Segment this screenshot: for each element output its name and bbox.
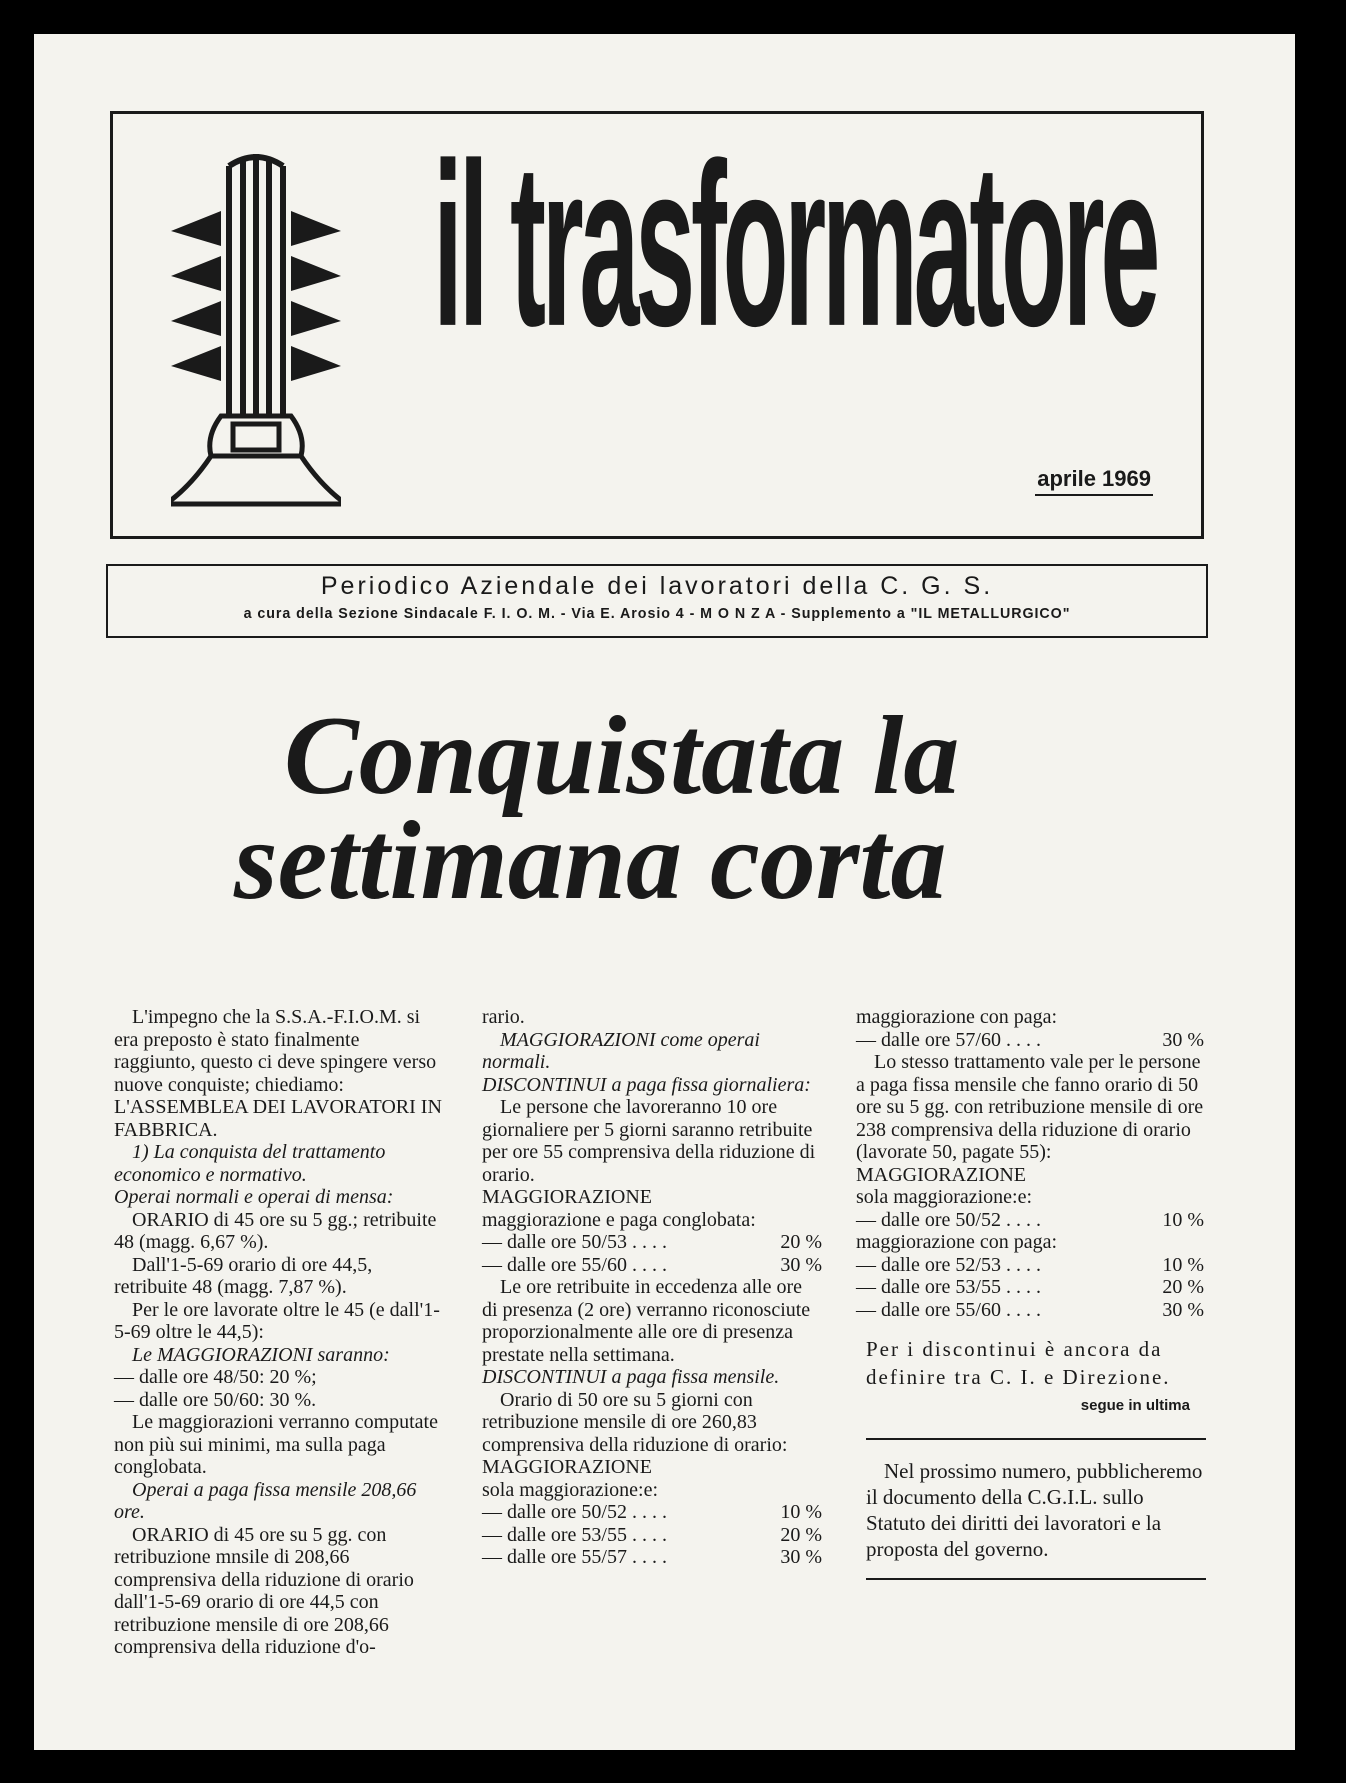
- rate-row: [856, 1029, 1204, 1052]
- publication-subheader: [106, 564, 1208, 638]
- paragraph: sola maggiorazione:e:: [856, 1186, 1033, 1208]
- paragraph: maggiorazione con paga:: [856, 1231, 1058, 1253]
- rate-value: 10 %: [1162, 1253, 1204, 1276]
- paragraph: Le persone che lavoreranno 10 ore giornaliere per 5 giorni saranno retribuite per ore 55 comprensiva della riduzione di orario.: [482, 1096, 816, 1186]
- masthead-title: il trasformatore: [433, 114, 1157, 375]
- subheader-line-2: a cura della Sezione Sindacale F. I. O. M. - Via E. Arosio 4 - M O N Z A - Supplemento a "IL METALLURGICO": [243, 605, 1071, 622]
- rate-value: 10 %: [780, 1501, 822, 1523]
- article-column-3: [856, 1006, 1204, 1598]
- rate-label: — dalle ore 53/55 . . . .: [856, 1276, 1041, 1298]
- paragraph: L'impegno che la S.S.A.-F.I.O.M. si era preposto è stato finalmente raggiunto, questo ci deve spingere verso nuove conquiste; chiediamo: L'ASSEMBLEA DEI LAVORATORI IN FABBRICA.: [114, 1006, 442, 1141]
- rate-value: 30 %: [780, 1253, 822, 1276]
- paragraph: Operai normali e operai di mensa:: [114, 1186, 394, 1208]
- divider: [866, 1438, 1206, 1440]
- paragraph: Orario di 50 ore su 5 giorni con retribuzione mensile di ore 260,83 comprensiva della riduzione di orario:: [482, 1388, 788, 1456]
- paragraph: Per le ore lavorate oltre le 45 (e dall'1-5-69 oltre le 44,5):: [114, 1298, 440, 1343]
- rate-label: — dalle ore 53/55 . . . .: [482, 1523, 667, 1546]
- rate-row: [482, 1231, 822, 1254]
- rate-label: — dalle ore 55/57 . . . .: [482, 1546, 667, 1568]
- rate-value: 30 %: [1162, 1028, 1204, 1051]
- paragraph: maggiorazione con paga:: [856, 1006, 1058, 1028]
- rate-value: 20 %: [780, 1523, 822, 1546]
- rate-row: [856, 1254, 1204, 1277]
- newspaper-page: [34, 34, 1295, 1750]
- paragraph: DISCONTINUI a paga fissa mensile.: [482, 1366, 780, 1388]
- paragraph: 1) La conquista del trattamento economico e normativo.: [114, 1141, 386, 1186]
- continued-note: segue in ultima: [1080, 1397, 1190, 1414]
- transformer-insulator-logo: [171, 136, 341, 518]
- paragraph: Dall'1-5-69 orario di ore 44,5, retribuite 48 (magg. 7,87 %).: [114, 1253, 373, 1298]
- paragraph: Le MAGGIORAZIONI saranno:: [132, 1343, 390, 1366]
- rate-row: [856, 1299, 1204, 1322]
- paragraph: rario.: [482, 1006, 525, 1028]
- paragraph: sola maggiorazione:e:: [482, 1478, 659, 1501]
- paragraph: Le maggiorazioni verranno computate non più sui minimi, ma sulla paga conglobata.: [114, 1411, 438, 1478]
- rate-row: [482, 1524, 822, 1547]
- rate-value: 20 %: [1162, 1276, 1204, 1298]
- rate-label: — dalle ore 50/52 . . . .: [482, 1501, 667, 1523]
- rate-row: [856, 1276, 1204, 1299]
- rate-value: 30 %: [780, 1546, 822, 1568]
- next-issue-notice: Nel prossimo numero, pubblicheremo il documento della C.G.I.L. sullo Statuto dei diritti dei lavoratori e la proposta del governo.: [866, 1458, 1203, 1561]
- rate-value: 20 %: [780, 1231, 822, 1253]
- paragraph: MAGGIORAZIONI come operai normali.: [482, 1028, 760, 1073]
- paragraph: MAGGIORAZIONE: [482, 1186, 652, 1208]
- paragraph: MAGGIORAZIONE: [856, 1163, 1026, 1186]
- paragraph: maggiorazione e paga conglobata:: [482, 1208, 756, 1231]
- rate-row: [482, 1254, 822, 1277]
- rate-row: [482, 1501, 822, 1524]
- rate-value: 30 %: [1162, 1298, 1204, 1321]
- headline-line-2: settimana corta: [234, 799, 947, 923]
- masthead: [110, 111, 1204, 539]
- divider: [866, 1578, 1206, 1580]
- paragraph: Lo stesso trattamento vale per le persone a paga fissa mensile che fanno orario di 50 ore su 5 gg. con retribuzione mensile di ore 238 comprensiva della riduzione di orario (lavorate 50, pagate 55):: [856, 1051, 1204, 1163]
- paragraph: Per i discontinui è ancora da definire tra C. I. e Direzione.: [866, 1337, 1171, 1389]
- paragraph: — dalle ore 50/60: 30 %.: [114, 1388, 317, 1411]
- headline-line-1: Conquistata la: [284, 694, 960, 818]
- subheader-line-1: Periodico Aziendale dei lavoratori della C. G. S.: [320, 572, 994, 600]
- paragraph: DISCONTINUI a paga fissa giornaliera:: [482, 1073, 811, 1096]
- rate-row: [856, 1209, 1204, 1232]
- paragraph: ORARIO di 45 ore su 5 gg.; retribuite 48 (magg. 6,67 %).: [114, 1208, 437, 1253]
- paragraph: Le ore retribuite in eccedenza alle ore di presenza (2 ore) verranno riconosciute proporzionalmente alle ore di presenza prestate nella settimana.: [482, 1276, 811, 1366]
- rate-label: — dalle ore 52/53 . . . .: [856, 1253, 1041, 1276]
- paragraph: Operai a paga fissa mensile 208,66 ore.: [114, 1478, 417, 1523]
- article-column-1: [114, 1006, 442, 1659]
- paragraph: ORARIO di 45 ore su 5 gg. con retribuzione mnsile di 208,66 comprensiva della riduzione di orario dall'1-5-69 orario di ore 44,5 con retribuzione mensile di ore 208,66 comprensiva della riduzione d'o-: [114, 1523, 414, 1658]
- paragraph: MAGGIORAZIONE: [482, 1456, 652, 1478]
- rate-value: 10 %: [1162, 1208, 1204, 1231]
- paragraph: — dalle ore 48/50: 20 %;: [114, 1366, 317, 1388]
- article-column-2: [482, 1006, 822, 1569]
- headline: [234, 694, 1154, 923]
- rate-label: — dalle ore 55/60 . . . .: [856, 1298, 1041, 1321]
- rate-label: — dalle ore 50/53 . . . .: [482, 1231, 667, 1253]
- rate-label: — dalle ore 57/60 . . . .: [856, 1028, 1041, 1051]
- issue-date: aprile 1969: [1035, 466, 1153, 496]
- rate-label: — dalle ore 55/60 . . . .: [482, 1253, 667, 1276]
- rate-label: — dalle ore 50/52 . . . .: [856, 1208, 1041, 1231]
- rate-row: [482, 1546, 822, 1569]
